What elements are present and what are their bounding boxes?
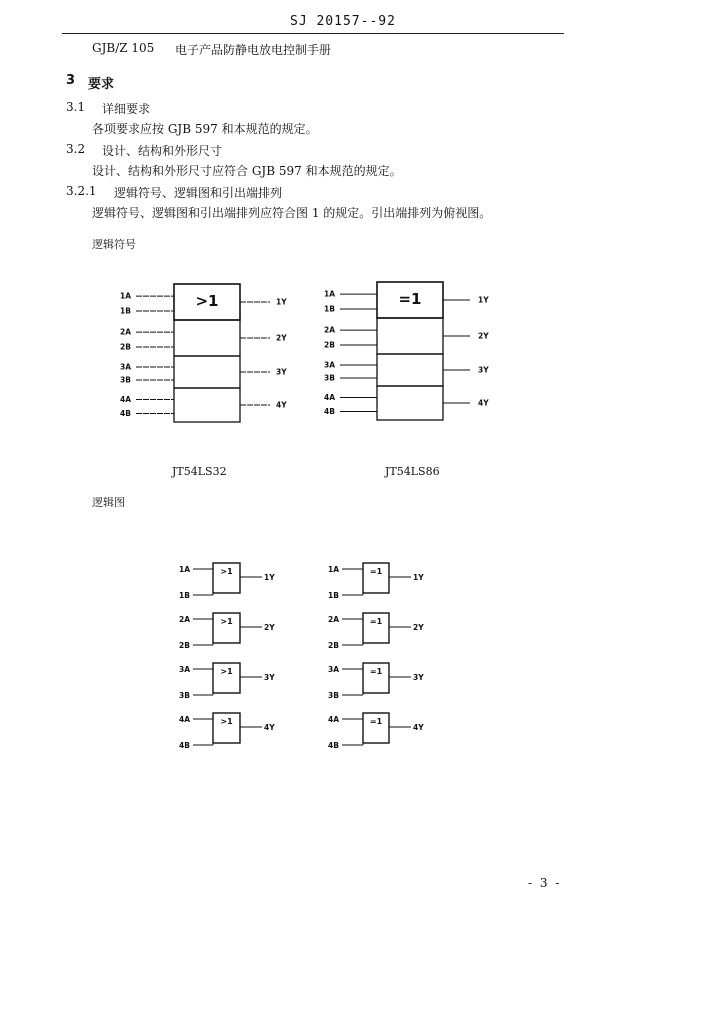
gate-input-b-label: 4B [328, 741, 339, 750]
gate-input-b-label: 4B [179, 741, 190, 750]
gate-output-label: 3Y [413, 673, 424, 682]
input-pin-label: 3A [120, 362, 132, 372]
gate-function-label: >1 [220, 667, 233, 676]
gate-input-a-label: 2A [328, 615, 340, 624]
symbol-section [174, 388, 240, 422]
page-number: - 3 - [528, 876, 562, 890]
gate-input-a-label: 1A [179, 565, 191, 574]
gate-input-b-label: 3B [179, 691, 190, 700]
output-pin-label: 4Y [276, 400, 287, 410]
gate-input-b-label: 3B [328, 691, 339, 700]
section-3-2-1-number: 3.2.1 [66, 184, 97, 198]
gate-output-label: 1Y [413, 573, 424, 582]
output-pin-label: 3Y [276, 367, 287, 377]
input-pin-label: 3B [324, 373, 335, 383]
input-pin-label: 3B [120, 375, 131, 385]
gate-function-label: =1 [369, 617, 383, 626]
section-3-title: 要求 [88, 77, 115, 92]
gate-input-a-label: 3A [179, 665, 191, 674]
gate-input-b-label: 1B [179, 591, 190, 600]
gate-input-a-label: 4A [328, 715, 340, 724]
input-pin-label: 2B [324, 340, 335, 350]
input-pin-label: 1B [120, 306, 131, 316]
output-pin-label: 2Y [478, 331, 489, 341]
section-3-2-title: 设计、结构和外形尺寸 [102, 144, 223, 158]
document-code: SJ 20157--92 [290, 14, 396, 29]
input-pin-label: 4B [324, 407, 335, 416]
section-3-1-body: 各项要求应按 GJB 597 和本规范的规定。 [92, 122, 318, 136]
output-pin-label: 4Y [478, 398, 489, 408]
input-pin-label: 1B [324, 304, 335, 314]
input-pin-label: 1A [324, 289, 336, 299]
gate-input-a-label: 1A [328, 565, 340, 574]
gate-output-label: 4Y [413, 723, 424, 732]
section-3-1-number: 3.1 [66, 100, 86, 114]
logic-diagram-xor [328, 563, 424, 750]
section-3-1-title: 详细要求 [102, 102, 151, 116]
output-pin-label: 1Y [276, 297, 287, 307]
symbol-name-jt54ls86: JT54LS86 [385, 465, 440, 478]
section-3-2-body: 设计、结构和外形尺寸应符合 GJB 597 和本规范的规定。 [92, 164, 402, 178]
input-pin-label: 1A [120, 291, 132, 301]
input-pin-label: 2B [120, 342, 131, 352]
gate-output-label: 4Y [264, 723, 275, 732]
section-3-2-1-title: 逻辑符号、逻辑图和引出端排列 [114, 186, 283, 200]
gate-output-label: 2Y [264, 623, 275, 632]
symbol-jt54ls86 [324, 282, 489, 420]
symbol-section [377, 318, 443, 354]
logic-diagram-or [179, 563, 275, 750]
gate-input-b-label: 1B [328, 591, 339, 600]
gate-output-label: 2Y [413, 623, 424, 632]
symbol-section [174, 320, 240, 356]
output-pin-label: 2Y [276, 333, 287, 343]
symbol-section [377, 354, 443, 386]
input-pin-label: 4A [324, 393, 336, 403]
input-pin-label: 2A [324, 325, 336, 335]
gate-input-b-label: 2B [328, 641, 339, 650]
gate-output-label: 3Y [264, 673, 275, 682]
symbol-function-label: >1 [195, 292, 219, 310]
logic-diagram-label: 逻辑图 [92, 496, 125, 509]
gate-input-a-label: 2A [179, 615, 191, 624]
gate-input-b-label: 2B [179, 641, 190, 650]
symbol-jt54ls32 [120, 284, 287, 422]
reference-title: 电子产品防静电放电控制手册 [175, 43, 332, 57]
gate-function-label: >1 [220, 617, 233, 626]
symbol-function-label: =1 [398, 290, 422, 308]
output-pin-label: 1Y [478, 295, 489, 305]
gate-function-label: >1 [220, 567, 233, 576]
input-pin-label: 4B [120, 409, 131, 418]
gate-function-label: =1 [369, 667, 383, 676]
gate-function-label: =1 [369, 717, 383, 726]
section-3-2-number: 3.2 [66, 142, 86, 156]
logic-symbols-label: 逻辑符号 [92, 238, 136, 251]
output-pin-label: 3Y [478, 365, 489, 375]
symbol-section [174, 356, 240, 388]
reference-code: GJB/Z 105 [92, 41, 155, 55]
section-3-number: 3 [66, 73, 76, 88]
gate-input-a-label: 3A [328, 665, 340, 674]
input-pin-label: 4A [120, 395, 132, 405]
symbol-name-jt54ls32: JT54LS32 [172, 465, 227, 478]
symbol-section [377, 386, 443, 420]
gate-input-a-label: 4A [179, 715, 191, 724]
section-3-2-1-body: 逻辑符号、逻辑图和引出端排列应符合图 1 的规定。引出端排列为俯视图。 [92, 206, 492, 220]
gate-function-label: =1 [369, 567, 383, 576]
input-pin-label: 2A [120, 327, 132, 337]
gate-function-label: >1 [220, 717, 233, 726]
input-pin-label: 3A [324, 360, 336, 370]
gate-output-label: 1Y [264, 573, 275, 582]
